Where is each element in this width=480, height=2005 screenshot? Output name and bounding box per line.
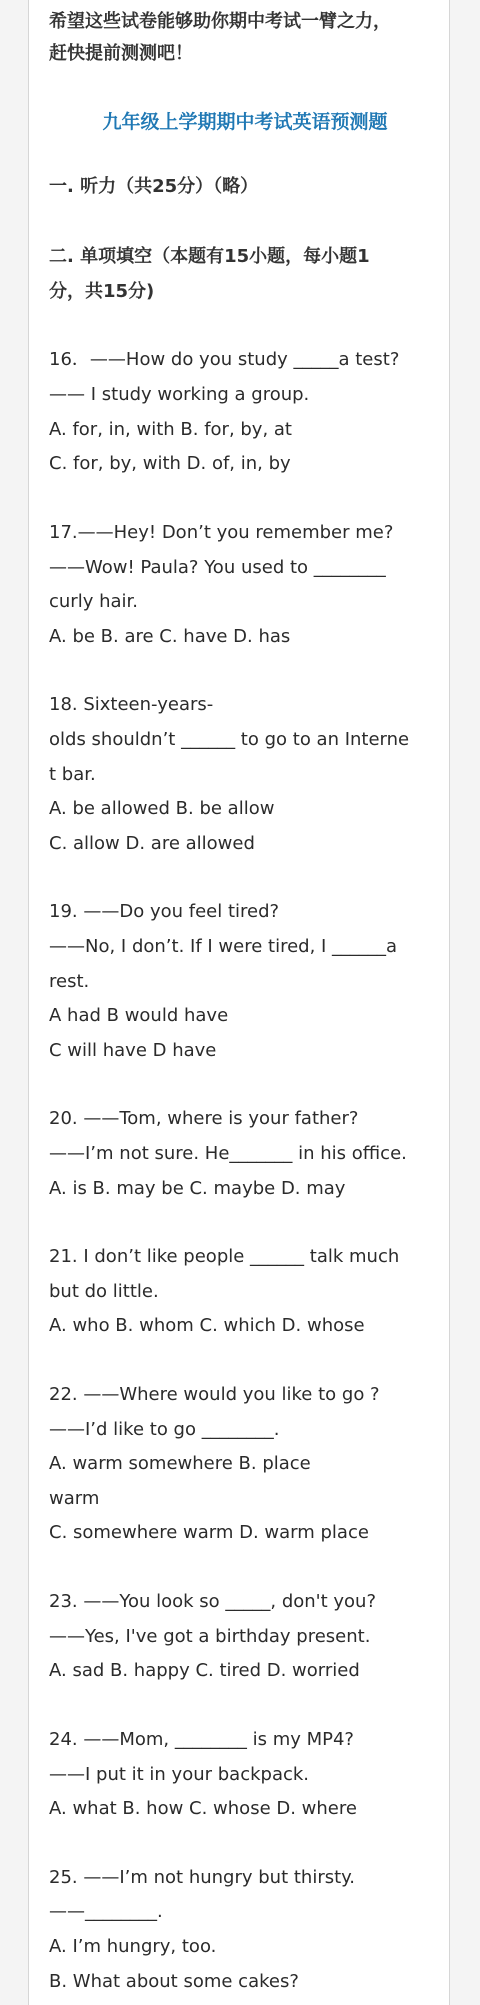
question-21-line-2: but do little. xyxy=(49,1281,159,1302)
question-16-line-2: —— I study working a group. xyxy=(49,384,310,405)
question-18-line-2: olds shouldn’t ______ to go to an Interne xyxy=(49,729,410,750)
question-22-options-cd: C. somewhere warm D. warm place xyxy=(49,1522,369,1543)
question-19-line-2: ——No, I don’t. If I were tired, I ______a xyxy=(49,936,398,957)
question-21-stem: 21. I don’t like people ______ talk much xyxy=(49,1246,400,1267)
question-25-stem: 25. ——I’m not hungry but thirsty. xyxy=(49,1867,355,1888)
intro-line-2: 赶快提前测测吧！ xyxy=(49,43,193,64)
question-23-line-2: ——Yes, I've got a birthday present. xyxy=(49,1626,371,1647)
question-17-stem: 17.——Hey! Don’t you remember me? xyxy=(49,522,394,543)
section-choice-heading-line-1: 二. 单项填空（本题有15小题，每小题1 xyxy=(49,246,370,267)
question-25-option-a: A. I’m hungry, too. xyxy=(49,1936,217,1957)
question-25-line-2: ——________. xyxy=(49,1901,163,1922)
question-21-options: A. who B. whom C. which D. whose xyxy=(49,1315,365,1336)
question-20-line-2: ——I’m not sure. He_______ in his office. xyxy=(49,1143,407,1164)
question-22-options-ab-wrap: warm xyxy=(49,1488,100,1509)
question-16-options-cd: C. for, by, with D. of, in, by xyxy=(49,453,291,474)
question-18-line-3: t bar. xyxy=(49,764,96,785)
question-22-stem: 22. ——Where would you like to go ? xyxy=(49,1384,380,1405)
question-17-options: A. be B. are C. have D. has xyxy=(49,626,291,647)
question-20-options: A. is B. may be C. maybe D. may xyxy=(49,1178,346,1199)
section-listening-heading: 一. 听力（共25分）（略） xyxy=(49,176,259,197)
question-19-options-ab: A had B would have xyxy=(49,1005,229,1026)
question-20-stem: 20. ——Tom, where is your father? xyxy=(49,1108,359,1129)
question-18-options-ab: A. be allowed B. be allow xyxy=(49,798,275,819)
question-16-stem: 16．——How do you study _____a test? xyxy=(49,349,400,370)
question-22-options-ab: A. warm somewhere B. place xyxy=(49,1453,311,1474)
document-page xyxy=(28,0,450,2005)
intro-line-1: 希望这些试卷能够助你期中考试一臂之力， xyxy=(49,11,391,32)
question-23-options: A. sad B. happy C. tired D. worried xyxy=(49,1660,360,1681)
question-24-stem: 24. ——Mom, ________ is my MP4? xyxy=(49,1729,354,1750)
question-18-stem: 18. Sixteen-years- xyxy=(49,694,214,715)
question-18-options-cd: C. allow D. are allowed xyxy=(49,833,255,854)
page-title: 九年级上学期期中考试英语预测题 xyxy=(102,111,388,133)
question-19-stem: 19. ——Do you feel tired? xyxy=(49,901,280,922)
question-22-line-2: ——I’d like to go ________. xyxy=(49,1419,280,1440)
section-choice-heading-line-2: 分，共15分) xyxy=(49,281,155,302)
question-23-stem: 23. ——You look so _____, don't you? xyxy=(49,1591,377,1612)
question-19-options-cd: C will have D have xyxy=(49,1040,217,1061)
question-17-line-3: curly hair. xyxy=(49,591,138,612)
question-16-options-ab: A. for, in, with B. for, by, at xyxy=(49,419,292,440)
question-24-line-2: ——I put it in your backpack. xyxy=(49,1764,310,1785)
question-25-option-b: B. What about some cakes? xyxy=(49,1971,299,1992)
question-17-line-2: ——Wow! Paula? You used to ________ xyxy=(49,557,386,578)
question-19-line-3: rest. xyxy=(49,971,90,992)
question-24-options: A. what B. how C. whose D. where xyxy=(49,1798,357,1819)
